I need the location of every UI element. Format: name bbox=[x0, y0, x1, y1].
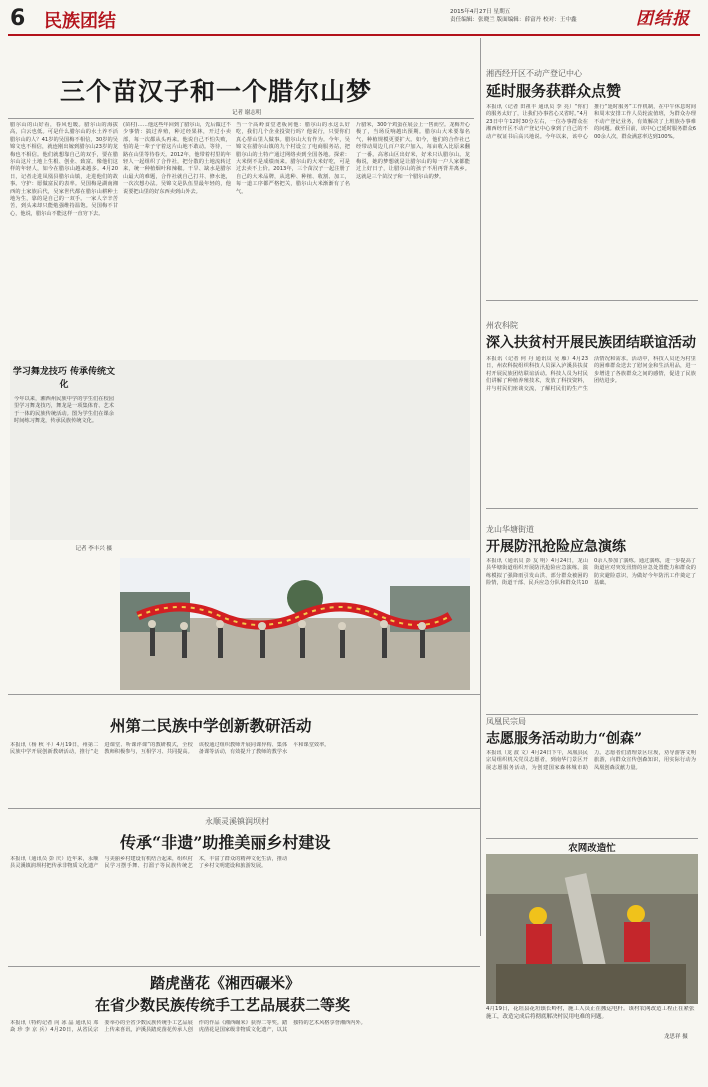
r1-rule bbox=[486, 300, 698, 301]
r2-title: 深入扶贫村开展民族团结联谊活动 bbox=[486, 335, 696, 351]
photo-box-title: 学习舞龙技巧 传承传统文化 bbox=[12, 367, 116, 390]
r3-title: 开展防汛抢险应急演练 bbox=[486, 539, 626, 555]
mid-body: 本报讯（杨 秋 平）4月19日，州第二民族中学开展创新教研活动，推行“走进课堂、听课评课”的教研模式，全校教师积极参与，互相学习、共同提高。该校通过组织教师开展同课异构、集体备课等活动，有效提升了教师的教学水平和课堂效率。 bbox=[10, 742, 330, 756]
lead-title: 三个苗汉子和一个腊尔山梦 bbox=[60, 77, 373, 106]
lead-body-col2: (苗村)……他这些年回到了腊尔山，先后做过不少事情：搞过养殖，种过经果林，开过小卖部，每一次都从头再来。他说自己不怕失败，怕的是一辈子守着这片山地不敢动。等待，一路在山里等待春天。2012年，他带着村里的年轻人一起组织了合作社，把分散的土地流转过来，统一种植烟叶和辣椒。干旱、缺水是腊尔山最大的难题，合作社就自己打井、修水池，一次次想办法。吴锦文是队伍里最年轻的，他说要把山里的好东西卖到山外去。 bbox=[123, 122, 231, 195]
newspaper-logo: 团结报 bbox=[636, 9, 690, 29]
r4-title: 志愿服务活动助力“创森” bbox=[486, 731, 643, 747]
page-number: 6 bbox=[10, 6, 26, 31]
photo-box-text: 今年以来，湘西州民族中学的学生们在校园里学习舞龙技巧，舞龙是一项集体育、艺术于一体的民族传统活动。图为学生们在课余时间练习舞龙，传承民族传统文化。 bbox=[14, 396, 114, 425]
power-grid-image bbox=[486, 854, 698, 1004]
dragon-dance-image bbox=[120, 558, 470, 690]
column-divider bbox=[480, 38, 481, 936]
r2-rule bbox=[486, 508, 698, 509]
r1-body: 本报讯（记者 田祖丰 通讯员 李 亮）“你们的服务太好了，让我们办事省心又省时。”4月23日中午12时30分左右，一位办事群众在湘西经开区不动产登记中心拿到了自己的不动产权证书后高兴地说。今年以来，该中心推行“延时服务”工作机制，在中午休息时间和周末安排工作人员轮流值班，为群众办理不动产登记业务，有效解决了上班族办事难的问题。截至目前，该中心已延时服务群众600余人次，群众满意率达到100%。 bbox=[486, 104, 696, 140]
photo2-header bbox=[486, 840, 698, 854]
masthead-info bbox=[450, 8, 630, 24]
r3-rule bbox=[486, 714, 698, 715]
r3-kicker: 龙山华塘街道 bbox=[486, 525, 534, 534]
dragon-dance-photo bbox=[120, 558, 470, 690]
lead-rule bbox=[8, 118, 474, 119]
lead-body-col4: 斤腊米，300个鸡蛋在展会上一售而空。龙梅开心极了，当场反响越出预期。腊尔山大米要靠名气，种植规模更要扩大。如今，他们的合作社已经带动周边几百户农户加入，每亩收入比原来翻了一番。高寒山区出好米，好米只认腊尔山。龙梅说，她的梦想就是让腊尔山的每一户人家都能过上好日子，让腊尔山的孩子不用再背井离乡。这就是三个苗汉子和一个腊尔山的梦。 bbox=[356, 122, 470, 180]
section-title: 民族团结 bbox=[44, 11, 116, 32]
ich-kicker: 永顺灵溪镇润坝村 bbox=[205, 817, 269, 826]
ich-title: 传承“非遗”助推美丽乡村建设 bbox=[120, 833, 331, 852]
ich-rule bbox=[8, 966, 480, 967]
r1-title: 延时服务获群众点赞 bbox=[486, 82, 622, 100]
mid-rule-bottom bbox=[8, 808, 480, 809]
craft-title-line2: 在省少数民族传统手工艺品展获二等奖 bbox=[95, 996, 351, 1014]
lead-body-col3: 当一个高岭食堂老板问他：腊尔山的水这么好吃，我们几个企业投资行吗？他说行，只要你们真心帮山里人做事。腊尔山大有作为。今年，吴锦文在腊尔山镇的九个村设立了电商服务站，把腊尔山的土特产通过网络卖到全国各地。探索：大米倒不是成绩而来。腊尔山的大米好吃，可是过去卖不上价。2013年，三个苗汉子一起注册了自己的大米品牌，从选种、种植、收割、加工，每一道工序都严格把关，腊尔山大米渐渐有了名气。 bbox=[236, 122, 350, 195]
r1-kicker: 湘西经开区不动产登记中心 bbox=[486, 69, 582, 78]
power-grid-photo bbox=[486, 854, 698, 1004]
lead-body-col1: 腊尔山的山好看，春风也暖。腊尔山的海拔高，白云也低。可是什么腊尔山的水土养不活腊尔山的人？41岁的吴国梅不相信，30岁的吴锦文也不相信，就连刚出嫁到腊尔山23岁的龙梅也不相信。他们就想靠自己的双手，要在腊尔山这片土地上生根、创业、致富。像他们这样的年轻人，如今在腊尔山越来越多。4月20日，记者走进凤凰县腊尔山镇，走进他们的故事。守护：愿做富民的表率。吴国梅是湖南湘西的土家族后代，吴家世代都在腊尔山耕种土地为生，靠的是自己的一双手。一家人辛辛苦苦，到头来却只能勉强维持温饱。吴国梅不甘心，他说，腊尔山不能这样一直穷下去。 bbox=[10, 122, 118, 217]
r2-kicker: 州农科院 bbox=[486, 321, 518, 330]
photo2-caption: 4月19日，花垣县花垣镇长岭村，施工人员正在搬运电杆。该村农网改造工程正在紧张施工，改造完成后将彻底解决村民用电难的问题。 bbox=[486, 1006, 695, 1020]
header-rule bbox=[8, 34, 700, 36]
photo-textbox bbox=[10, 360, 118, 560]
photo-credit: 记者 李丰兴 摄 bbox=[75, 546, 112, 552]
r3-body: 本报讯（通讯员 彭 友 明）4月24日，龙山县华塘街道组织开展防汛抢险应急演练。演练模拟了强降雨引发山洪、部分群众被困的险情，街道干部、民兵应急分队和群众共100余人参加了演练。通过演练，进一步提高了街道应对突发汛情的应急处置能力和群众的防灾避险意识，为做好今年防汛工作奠定了基础。 bbox=[486, 558, 696, 587]
editors-line: 责任编辑：张晓兰 版面编辑：薛富丹 校对：王中鑫 bbox=[450, 17, 577, 23]
craft-title-line1: 踏虎凿花《湘西碾米》 bbox=[150, 974, 301, 992]
photo2-credit: 龙思祥 摄 bbox=[664, 1034, 688, 1040]
r4-rule bbox=[486, 838, 698, 839]
mid-rule-top bbox=[8, 694, 480, 695]
ich-body: 本报讯（通讯员 彭 庆）近年来，永顺县灵溪镇润坝村把传承非物质文化遗产与美丽乡村建设有机结合起来，组织村民学习摆手舞、打溜子等民族传统艺术，丰富了群众的精神文化生活，推动了乡村文明建设和旅游发展。 bbox=[10, 856, 288, 870]
r2-body: 本报讯（记者 何 丹 通讯员 吴 雁）4月23日，州农科院组织科技人员深入泸溪县扶贫村开展民族团结联谊活动。科技人员为村民们讲解了种植养殖技术，发放了科技资料，并与村民们座谈交流，了解村民们的生产生活情况和需求。活动中，科技人员还为村里的困难群众送去了慰问金和生活用品，进一步增进了各族群众之间的感情，促进了民族团结进步。 bbox=[486, 356, 696, 392]
r4-kicker: 凤凰民宗局 bbox=[486, 717, 526, 726]
lead-byline: 记者 谢志明 bbox=[232, 110, 262, 116]
r4-body: 本报讯（龙 波 文）4月24日下午，凤凰县民宗局组织机关党员志愿者，到南华门景区开展志愿服务活动，为创建国家森林城市助力。志愿者们清理景区垃圾，劝导游客文明旅游，向群众宣传创森知识，用实际行动为凤凰创森贡献力量。 bbox=[486, 750, 696, 771]
photo2-title: 农网改造忙 bbox=[568, 843, 616, 854]
craft-body: 本报讯（特约记者 向 冰 晶 通讯员 邓 焱 珍 李 京 兵）4月20日，从省民宗委举办的全省少数民族传统手工艺品展上传来喜讯，泸溪县踏虎凿花传承人创作的作品《湘西碾米》获得二等奖。踏虎凿花是国家级非物质文化遗产，以其独特的艺术风格享誉湘西内外。 bbox=[10, 1020, 366, 1034]
date-line: 2015年4月27日 星期五 bbox=[450, 9, 511, 15]
mid-title: 州第二民族中学创新教研活动 bbox=[110, 716, 312, 735]
